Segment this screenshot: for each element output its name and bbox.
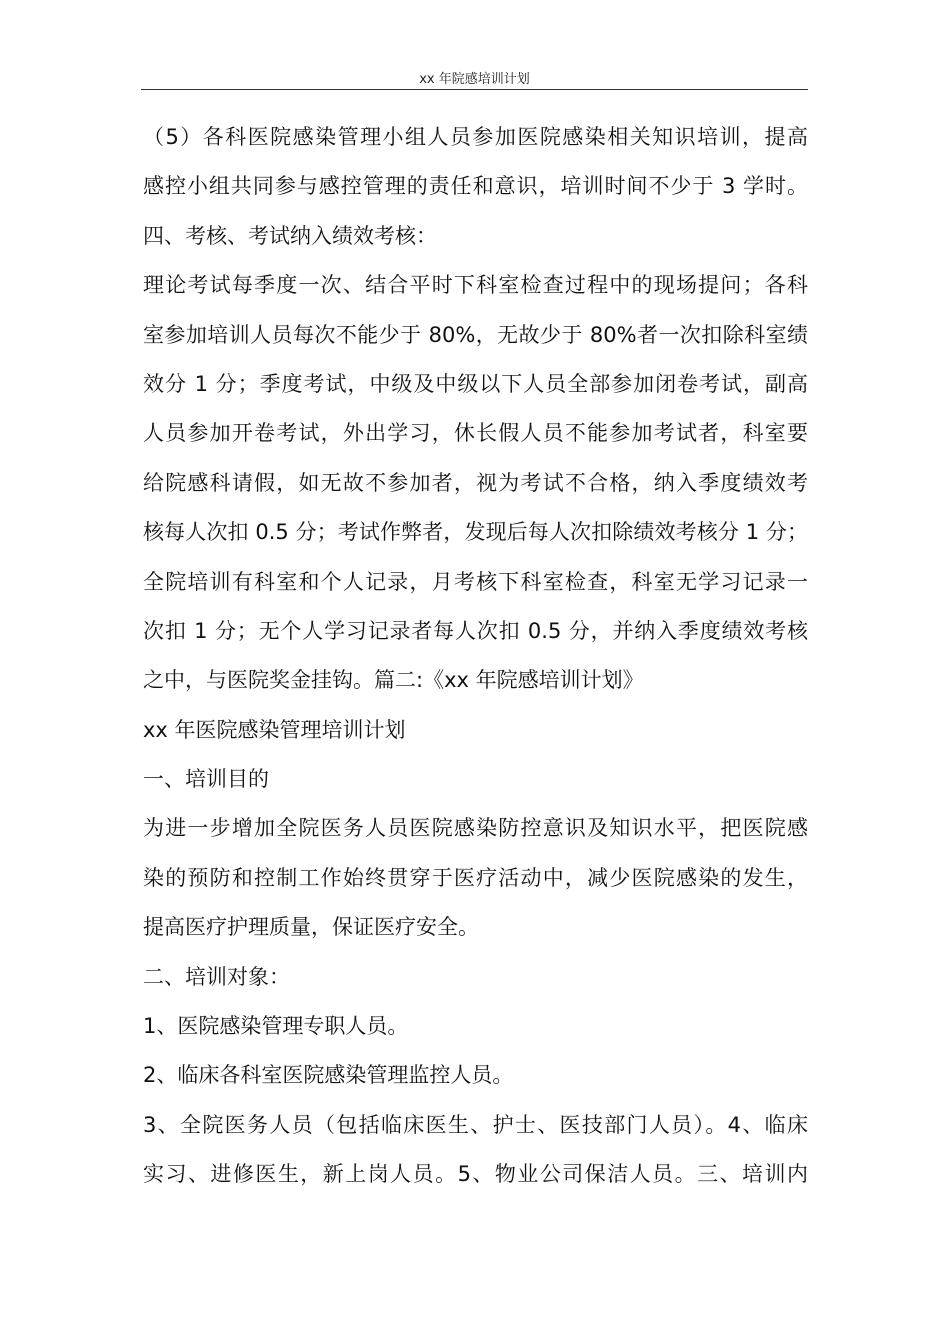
paragraph-line: 核每人次扣 0.5 分；考试作弊者，发现后每人次扣除绩效考核分 1 分； <box>143 520 808 545</box>
list-item: 3、全院医务人员（包括临床医生、护士、医技部门人员）。4、临床 <box>143 1112 808 1137</box>
document-title: xx 年医院感染管理培训计划 <box>143 717 406 742</box>
list-item: 实习、进修医生，新上岗人员。5、物业公司保洁人员。三、培训内 <box>143 1162 808 1187</box>
section-heading: 四、考核、考试纳入绩效考核： <box>143 223 437 248</box>
paragraph-line: 室参加培训人员每次不能少于 80%，无故少于 80%者一次扣除科室绩 <box>143 322 808 347</box>
section-heading: 二、培训对象： <box>143 964 290 989</box>
page-header-title: xx 年院感培训计划 <box>419 72 530 87</box>
paragraph-line: 给院感科请假，如无故不参加者，视为考试不合格，纳入季度绩效考 <box>143 470 808 495</box>
section-heading: 一、培训目的 <box>143 767 269 792</box>
paragraph-line: 为进一步增加全院医务人员医院感染防控意识及知识水平，把医院感 <box>143 816 808 841</box>
list-item: 1、医院感染管理专职人员。 <box>143 1014 409 1039</box>
paragraph-line: 次扣 1 分；无个人学习记录者每人次扣 0.5 分，并纳入季度绩效考核 <box>143 618 808 643</box>
paragraph-line: 感控小组共同参与感控管理的责任和意识，培训时间不少于 3 学时。 <box>143 174 808 199</box>
paragraph-line: 染的预防和控制工作始终贯穿于医疗活动中，减少医院感染的发生， <box>143 865 808 890</box>
paragraph-line: 理论考试每季度一次、结合平时下科室检查过程中的现场提问；各科 <box>143 273 808 298</box>
paragraph-line: （5）各科医院感染管理小组人员参加医院感染相关知识培训，提高 <box>143 125 808 149</box>
document-body <box>143 113 808 1200</box>
list-item: 2、临床各科室医院感染管理监控人员。 <box>143 1063 514 1088</box>
header-divider <box>141 89 808 90</box>
paragraph-line: 效分 1 分；季度考试，中级及中级以下人员全部参加闭卷考试，副高 <box>143 371 808 396</box>
paragraph-line: 之中，与医院奖金挂钩。篇二:《xx 年院感培训计划》 <box>143 668 644 693</box>
paragraph-line: 全院培训有科室和个人记录，月考核下科室检查，科室无学习记录一 <box>143 569 808 594</box>
paragraph-line: 人员参加开卷考试，外出学习，休长假人员不能参加考试者，科室要 <box>143 421 808 446</box>
paragraph-line: 提高医疗护理质量，保证医疗安全。 <box>143 915 479 940</box>
